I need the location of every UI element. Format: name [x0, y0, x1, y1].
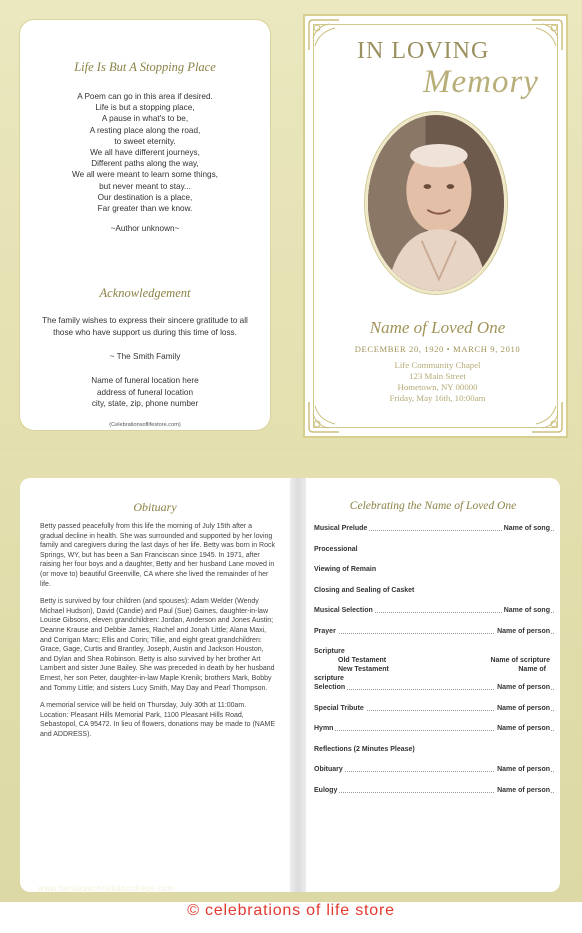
poem-line: We all have different journeys, [90, 148, 200, 158]
acknowledgement-text: The family wishes to express their sincere gratitude to all those who have support us during this time of loss. [42, 316, 248, 337]
address-line: address of funeral location [96, 387, 194, 397]
scripture-old-value: Name of scripture [490, 657, 550, 664]
poem-section [20, 60, 270, 233]
obituary-paragraph: Betty is survived by four children (and spouses): Adam Welder (Wendy Michael Hudson), David (Candie) and Paul (Sue) Gaines, daughter-in-law Louise Gibsons, eleven grandchildren: Jordan, Anderson and Jones Austin; Deanne Krause and Debbie James, Rachel and Jonah Little; Alana Maxi, and Corrigan Marc; Ellis and Corin; Tillie, and eight great grandchildren: Grace, Gage, Curtis and Brantley, Joseph, Austin and Jackson Houston, and Dylan and Shea Robinson. Betty is also survived by her brother Art Lambert and sister June Bailey. She was preceded in death by her husband Ernest, her son Peter, daughter-in-law Maple Krenik; brothers Mark, Bobby and Tommy Little; and sisters Lucy Smith, May Day and Pearl Thompson. [40, 598, 275, 692]
poem-line: A resting place along the road, [89, 125, 201, 135]
program-item [314, 683, 554, 704]
poem-line: Different paths along the way, [91, 159, 199, 169]
loved-one-name: Name of Loved One [369, 318, 506, 337]
program-item-label: Special Tribute [314, 704, 364, 712]
program-item-label: Selection [314, 684, 346, 691]
program-item-value: Name of person [497, 684, 550, 691]
poem-line: to sweet eternity. [114, 136, 176, 146]
acknowledgement-title: Acknowledgement [99, 286, 191, 300]
scripture-row [314, 647, 554, 683]
order-of-service-panel [306, 478, 560, 892]
fold-divider [290, 478, 306, 892]
program-item [314, 586, 554, 607]
program-item-label: Reflections (2 Minutes Please) [314, 745, 415, 753]
poem-line: A pause in what's to be, [101, 114, 189, 124]
address-line: Name of funeral location here [91, 376, 199, 385]
program-item-label: Musical Selection [314, 607, 373, 614]
program-item [314, 524, 554, 545]
poem-panel [20, 20, 270, 430]
poem-line: We all were meant to learn some things, [72, 170, 218, 180]
obituary-panel [20, 478, 290, 892]
program-item-value: Name of person [497, 766, 550, 773]
poem-line: Our destination is a place, [97, 192, 193, 202]
service-line: 123 Main Street [409, 371, 466, 381]
address-line: city, state, zip, phone number [91, 399, 199, 408]
scripture-tail: scripture [314, 675, 344, 682]
acknowledgement-section [20, 286, 270, 428]
program-item-label: Closing and Sealing of Casket [314, 586, 415, 594]
cover-title-line1: IN LOVING [357, 38, 490, 64]
website-watermark: www.heritagechristiancollege.com [38, 884, 175, 893]
corner-flourish-icon [307, 400, 341, 434]
scripture-new-label: New Testament [338, 666, 389, 673]
program-item-label: Obituary [314, 766, 343, 773]
corner-flourish-icon [530, 400, 564, 434]
scripture-new-value: Name of [518, 666, 546, 673]
order-of-service-list [314, 524, 554, 806]
poem-line: Far greater than we know. [97, 204, 193, 214]
poem-title: Life Is But A Stopping Place [74, 60, 216, 74]
corner-flourish-icon [530, 18, 564, 52]
site-credit: (Celebrationsoflifestore.com) [109, 421, 181, 428]
cover-panel [303, 14, 568, 438]
program-item-label: Viewing of Remain [314, 566, 377, 573]
program-item-value: Name of person [497, 786, 550, 794]
poem-line: A Poem can go in this area if desired. [77, 92, 213, 101]
program-item [314, 765, 554, 786]
corner-flourish-icon [307, 18, 341, 52]
service-details [305, 360, 570, 404]
program-item-value: Name of song [503, 607, 550, 614]
service-line: Hometown, NY 00000 [397, 382, 478, 392]
program-item-value: Name of person [497, 725, 550, 732]
obituary-body [40, 522, 276, 747]
program-item-label: Musical Prelude [314, 525, 368, 532]
program-item [314, 745, 554, 766]
scripture-old-label: Old Testament [338, 657, 387, 664]
program-item [314, 606, 554, 627]
service-line: Friday, May 16th, 10:00am [389, 393, 486, 403]
portrait-photo [365, 112, 507, 294]
program-item [314, 565, 554, 586]
poem-author: ~Author unknown~ [110, 224, 180, 234]
service-line: Life Community Chapel [394, 360, 481, 370]
obituary-paragraph: Betty passed peacefully from this life the morning of July 15th after a gradual decline in health. She was surrounded and supported by her loving family and caregivers during the last days of her life. Betty was born in Rock Springs, WY, but has been a San Franciscan since 1945. In 1971, after raising her four boys and a daughter, Betty and her husband Lane moved in (or move to) beautiful Greenville, CA where she lived the remainder of her life. [40, 523, 275, 588]
obituary-title: Obituary [133, 500, 177, 514]
program-item [314, 704, 554, 725]
acknowledgement-signature: ~ The Smith Family [109, 352, 181, 361]
program-item-label: Prayer [314, 627, 336, 635]
order-of-service-title: Celebrating the Name of Loved One [349, 500, 517, 512]
life-dates: DECEMBER 20, 1920 • MARCH 9, 2010 [354, 344, 521, 354]
funeral-location-address [20, 375, 270, 410]
poem-line: but never meant to stay... [99, 181, 191, 191]
program-item [314, 724, 554, 745]
program-item [314, 786, 554, 807]
poem-lines [20, 91, 270, 214]
footer-copyright: © celebrations of life store [187, 902, 395, 919]
program-item-value: Name of song [503, 525, 550, 532]
obituary-paragraph: A memorial service will be held on Thursday, July 30th at 11:00am. Location: Pleasant Hills Memorial Park, 1100 Pleasant Hills Road, Sebastopol, CA 95472. In lieu of flowers, donations may be made to (NAME and ADDRESS). [40, 702, 276, 738]
program-item-value: Name of person [497, 627, 550, 635]
program-item [314, 545, 554, 566]
program-item-label: Hymn [314, 725, 334, 732]
program-item-label: Scripture [314, 648, 345, 655]
poem-line: Life is but a stopping place, [95, 103, 195, 113]
page-gap [0, 452, 582, 462]
program-item-label: Processional [314, 545, 358, 553]
program-item-value: Name of person [497, 704, 550, 712]
cover-title-line2: Memory [423, 64, 539, 100]
footer-bar [0, 902, 582, 933]
program-item [314, 627, 554, 648]
program-item-label: Eulogy [314, 786, 338, 794]
